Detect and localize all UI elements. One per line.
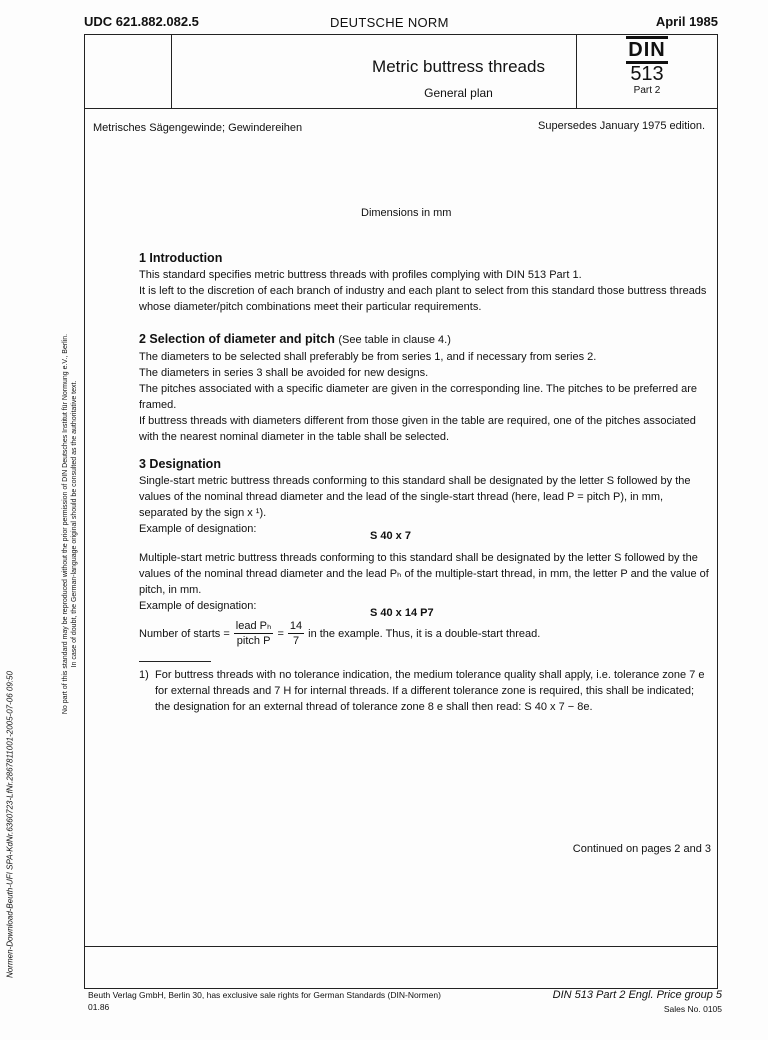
document-reference: DIN 513 Part 2 Engl. Price group 5 [552,989,722,1001]
title-block-rule [85,108,717,109]
example-single-start [139,521,709,542]
din-part: Part 2 [633,85,661,96]
section-heading: 3 Designation [139,457,221,471]
paragraph: If buttress threads with diameters different from those given in the table are required, one of the pitches associated with the nearest nominal diameter in the table shall be selected. [139,415,696,443]
footer-rule [85,946,717,947]
din-logo: DIN [576,39,718,61]
supersedes-note: Supersedes January 1975 edition. [538,120,705,132]
equals-sign: = [277,627,284,640]
formula-text: in the example. Thus, it is a double-start thread. [308,627,541,640]
paragraph: This standard specifies metric buttress threads with profiles complying with DIN 513 Part 1. [139,269,582,281]
section-heading: 1 Introduction [139,251,223,265]
section-introduction [139,249,709,315]
footnote-rule [139,661,211,662]
continued-note: Continued on pages 2 and 3 [572,843,711,855]
paragraph: Single-start metric buttress threads conforming to this standard shall be designated by the letter S followed by the values of the nominal thread diameter and the lead of the single-start thread (here, lead P = pitch P), in mm, separated by the sign x ¹). [139,475,691,519]
fraction-lead-pitch: $\frac{\text{lead Pₕ}}{\text{pitch P}}$ [235,620,272,647]
paragraph: It is left to the discretion of each branch of industry and each plant to select from this standard those buttress threads whose diameter/pitch combinations meet their particular requirements. [139,285,707,313]
norm-label: DEUTSCHE NORM [330,15,449,30]
document-subtitle: General plan [424,86,493,100]
issue-code: 01.86 [88,1002,110,1012]
din-number: 513 [630,63,664,85]
section-selection [139,330,709,445]
paragraph: The diameters in series 3 shall be avoided for new designs. [139,367,429,379]
section-heading: 2 Selection of diameter and pitch (See table in clause 4.) [139,332,451,346]
issue-date: April 1985 [655,14,718,29]
publisher-note: Beuth Verlag GmbH, Berlin 30, has exclusive sale rights for German Standards (DIN-Normen) 01.86 [88,990,441,1012]
footnote [139,667,709,715]
fraction-values: $\frac{14}{7}$ [289,620,303,647]
section-note: (See table in clause 4.) [338,334,451,346]
designation-code: S 40 x 14 P7 [370,607,434,619]
example-multiple-start [139,598,709,619]
german-title: Metrisches Sägengewinde; Gewindereihen [93,122,303,134]
paragraph: The diameters to be selected shall preferably be from series 1, and if necessary from series 2. [139,351,597,363]
footnote-text: For buttress threads with no tolerance indication, the medium tolerance quality shall apply, i.e. tolerance zone 7 e for external threads and 7 H for internal threads. If a different tolerance zone is required, this shall be indicated; the designation for an external thread of tolerance zone 8 e shall then read: S 40 x 7 − 8e. [155,669,705,713]
example-label: Example of designation: [139,600,257,612]
formula-label: Number of starts = [139,627,230,640]
title-divider-left [171,35,172,108]
document-title: Metric buttress threads [372,57,545,76]
paragraph: The pitches associated with a specific diameter are given in the corresponding line. The pitches to be preferred are framed. [139,383,698,411]
sales-number: Sales No. 0105 [663,1004,722,1014]
footnote-mark: 1) [139,669,149,681]
dimensions-note: Dimensions in mm [361,207,452,219]
section-designation [139,455,709,648]
document-frame [84,34,718,989]
example-label: Example of designation: [139,523,257,535]
designation-code: S 40 x 7 [370,530,411,542]
paragraph: Multiple-start metric buttress threads conforming to this standard shall be designated by the letter S followed by the values of the nominal thread diameter and the lead Pₕ of the multiple-start thread, in mm, the letter P and the value of pitch, in mm. [139,552,709,596]
udc-number: UDC 621.882.082.5 [84,14,199,29]
din-badge [576,35,718,108]
copyright-notice: No part of this standard may be reproduced without the prior permission of DIN Deutsches Institut für Normung e.V., Berlin. In case of doubt, the German-language original should be consulted as the authoritative text. [62,333,78,715]
starts-formula [139,619,709,648]
download-stamp: Normen-Download-Beuth-UFI SPA-KdNr.6360723-LfNr.2867811001-2005-07-06 09:50 [5,671,15,978]
